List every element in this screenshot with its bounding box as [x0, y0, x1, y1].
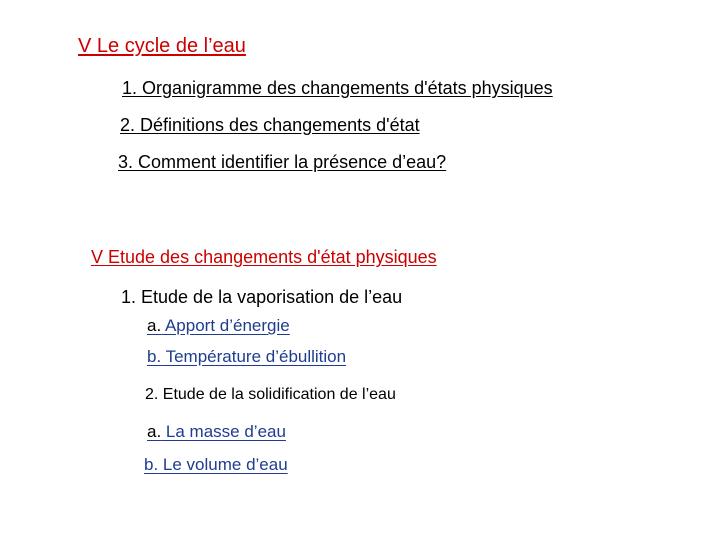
link-apport-energie[interactable]: [147, 317, 290, 334]
vaporisation-heading: 1. Etude de la vaporisation de l’eau: [121, 287, 403, 307]
link-volume-eau-prefix: b.: [144, 455, 159, 474]
solidification-heading: 2. Etude de la solidification de l’eau: [145, 386, 396, 403]
link-masse-eau-prefix: a.: [147, 422, 162, 441]
section1-title: V Le cycle de l’eau: [78, 35, 246, 57]
link-masse-eau-text: La masse d’eau: [161, 422, 286, 441]
section1-item-3: 3. Comment identifier la présence d’eau?: [118, 152, 447, 172]
link-temperature-ebullition-text: Température d’ébullition: [161, 347, 347, 366]
section2-title: V Etude des changements d'état physiques: [91, 247, 437, 267]
section1-item-1: 1. Organigramme des changements d'états physiques: [122, 78, 553, 98]
link-apport-energie-text: Apport d’énergie: [161, 316, 290, 335]
link-temperature-ebullition-prefix: b.: [147, 347, 162, 366]
link-apport-energie-prefix: a.: [147, 316, 162, 335]
link-masse-eau[interactable]: [147, 423, 286, 440]
link-temperature-ebullition[interactable]: [147, 348, 346, 365]
link-volume-eau[interactable]: [144, 456, 288, 473]
section1-item-2: 2. Définitions des changements d'état: [120, 115, 420, 135]
link-volume-eau-text: Le volume d’eau: [158, 455, 288, 474]
